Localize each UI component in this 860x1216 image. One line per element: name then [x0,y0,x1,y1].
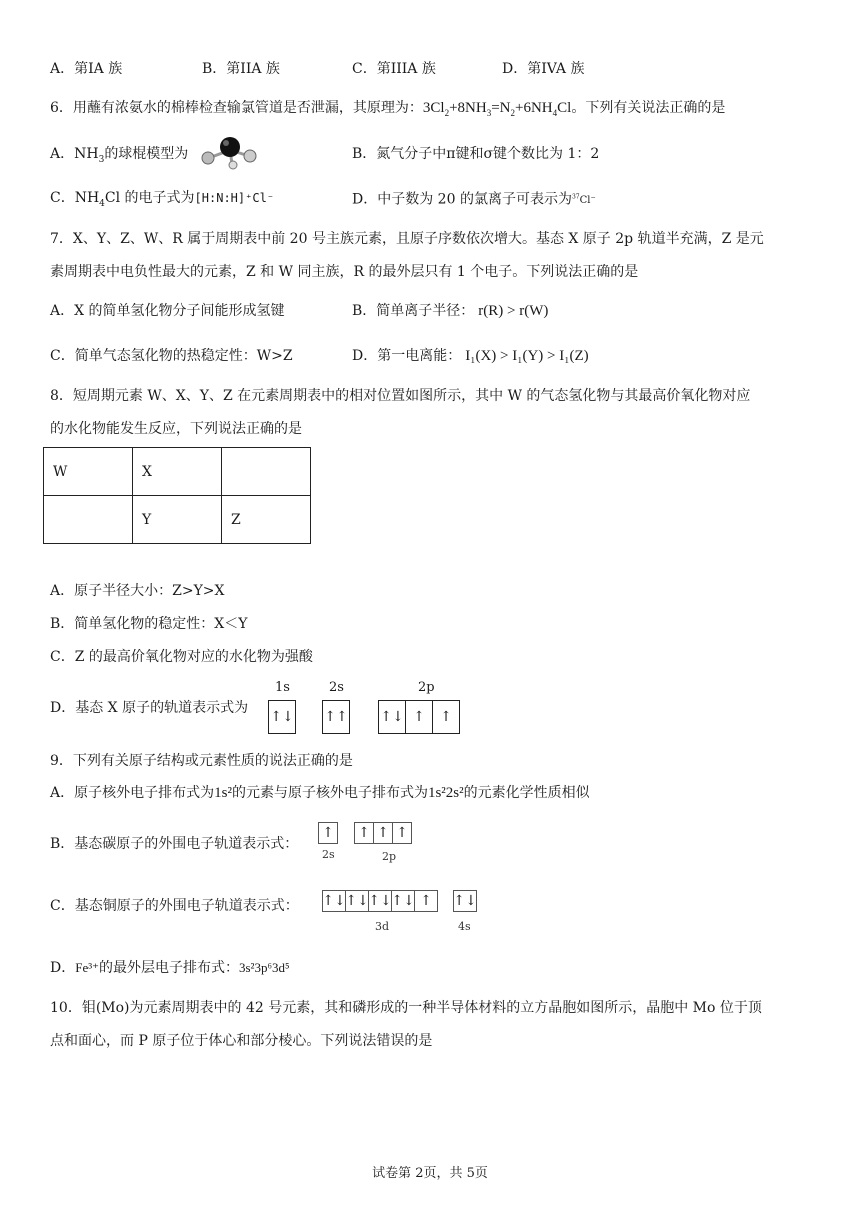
q5-option-b: B．第IIA 族 [202,61,280,77]
orbital-2p [378,700,460,734]
copper-3d-orbital [322,890,438,912]
table-cell: W [44,448,133,496]
orbital-box: ↑ [318,822,338,844]
orbital-box: ↑↓ [346,890,369,912]
q5-option-c: C．第IIIA 族 [352,61,436,77]
q8-stem-line1: 8．短周期元素 W、X、Y、Z 在元素周期表中的相对位置如图所示，其中 W 的气态氢化物与其最高价氧化物对应 [50,388,751,404]
q8-option-d: D．基态 X 原子的轨道表示式为 [50,700,249,716]
orbital-label-2s: 2s [329,680,344,695]
orbital-label: 2p [382,850,397,863]
q9-option-b: B．基态碳原子的外围电子轨道表示式： [50,836,299,852]
periodic-position-table [43,447,311,544]
q8-stem-line2: 的水化物能发生反应，下列说法正确的是 [50,421,302,437]
q6-option-c: C．$NH_4Cl$ 的电子式为[H:N:H]⁺Cl⁻ [50,190,275,209]
q5-option-d: D．第IVA 族 [502,61,585,77]
orbital-box: ↑ [393,822,412,844]
q6-option-a: A．$NH_3$的球棍模型为 [50,146,189,165]
copper-4s-orbital [453,890,477,912]
q9-stem: 9．下列有关原子结构或元素性质的说法正确的是 [50,753,353,769]
orbital-label-2p: 2p [418,680,435,695]
orbital-box: ↑ [374,822,393,844]
orbital-box: ↑ [354,822,374,844]
orbital-box: ↑↓ [453,890,477,912]
orbital-box: ↑↓ [378,700,406,734]
q7-option-d: D．第一电离能： I₁(X) > I₁(Y) > I₁(Z) [352,348,589,364]
orbital-label: 4s [458,920,471,933]
q9-option-a: A．原子核外电子排布式为1s²的元素与原子核外电子排布式为1s²2s²的元素化学性质相似 [50,785,590,801]
electron-formula: [H:N:H]⁺Cl⁻ [194,191,275,205]
orbital-box: ↑↓ [392,890,415,912]
q7-stem-line1: 7．X、Y、Z、W、R 属于周期表中前 20 号主族元素，且原子序数依次增大。基态 X 原子 2p 轨道半充满，Z 是元 [50,231,764,247]
orbital-2s [322,700,350,734]
orbital-label-1s: 1s [275,680,290,695]
orbital-box: ↑↓ [322,890,346,912]
carbon-2s-orbital [318,822,338,844]
q7-option-a: A．X 的简单氢化物分子间能形成氢键 [50,303,285,319]
q5-option-a: A．第IA 族 [50,61,123,77]
orbital-label: 2s [322,848,335,861]
table-cell: Y [133,496,222,544]
table-cell [222,448,311,496]
q6-option-d: D．中子数为 20 的氯离子可表示为$^{37}$Cl⁻ [352,191,596,208]
ball-stick-model-image [197,134,259,170]
orbital-box: ↑ [433,700,460,734]
q7-stem-line2: 素周期表中电负性最大的元素，Z 和 W 同主族，R 的最外层只有 1 个电子。下列说法正确的是 [50,264,639,280]
table-cell: Z [222,496,311,544]
q6-equation: $3Cl_2+8NH_3=N_2+6NH_4Cl$ [422,100,572,118]
chloride-ion-symbol: $^{37}$Cl⁻ [571,194,596,207]
table-cell [44,496,133,544]
q10-stem-line1: 10．钼(Mo)为元素周期表中的 42 号元素，其和磷形成的一种半导体材料的立方晶胞如图所示，晶胞中 Mo 位于顶 [50,1000,762,1016]
q9-option-d: D．Fe³⁺的最外层电子排布式：3s²3p⁶3d⁵ [50,960,290,976]
orbital-box: ↑↓ [369,890,392,912]
orbital-box: ↑ [406,700,433,734]
orbital-label: 3d [375,920,390,933]
q8-option-c: C．Z 的最高价氧化物对应的水化物为强酸 [50,649,313,665]
table-cell: X [133,448,222,496]
q8-option-b: B．简单氢化物的稳定性：X＜Y [50,616,248,632]
q7-option-c: C．简单气态氢化物的热稳定性：W>Z [50,348,293,364]
page-footer: 试卷第 2页，共 5页 [372,1166,488,1181]
q10-stem-line2: 点和面心，而 P 原子位于体心和部分棱心。下列说法错误的是 [50,1033,433,1049]
q6-stem: 6．用蘸有浓氨水的棉棒检查输氯管道是否泄漏，其原理为：$3Cl_2+8NH_3=N_2+6NH_4Cl$。下列有关说法正确的是 [50,100,726,118]
q9-option-c: C．基态铜原子的外围电子轨道表示式： [50,898,299,914]
orbital-1s [268,700,296,734]
q7-option-b: B．简单离子半径： r(R) > r(W) [352,303,549,319]
carbon-2p-orbital [354,822,412,844]
orbital-box: ↑ [415,890,438,912]
q6-option-b: B．氮气分子中π键和σ键个数比为 1：2 [352,146,600,162]
orbital-box: ↑↑ [322,700,350,734]
q8-option-a: A．原子半径大小：Z>Y>X [50,583,225,599]
orbital-box: ↑↓ [268,700,296,734]
